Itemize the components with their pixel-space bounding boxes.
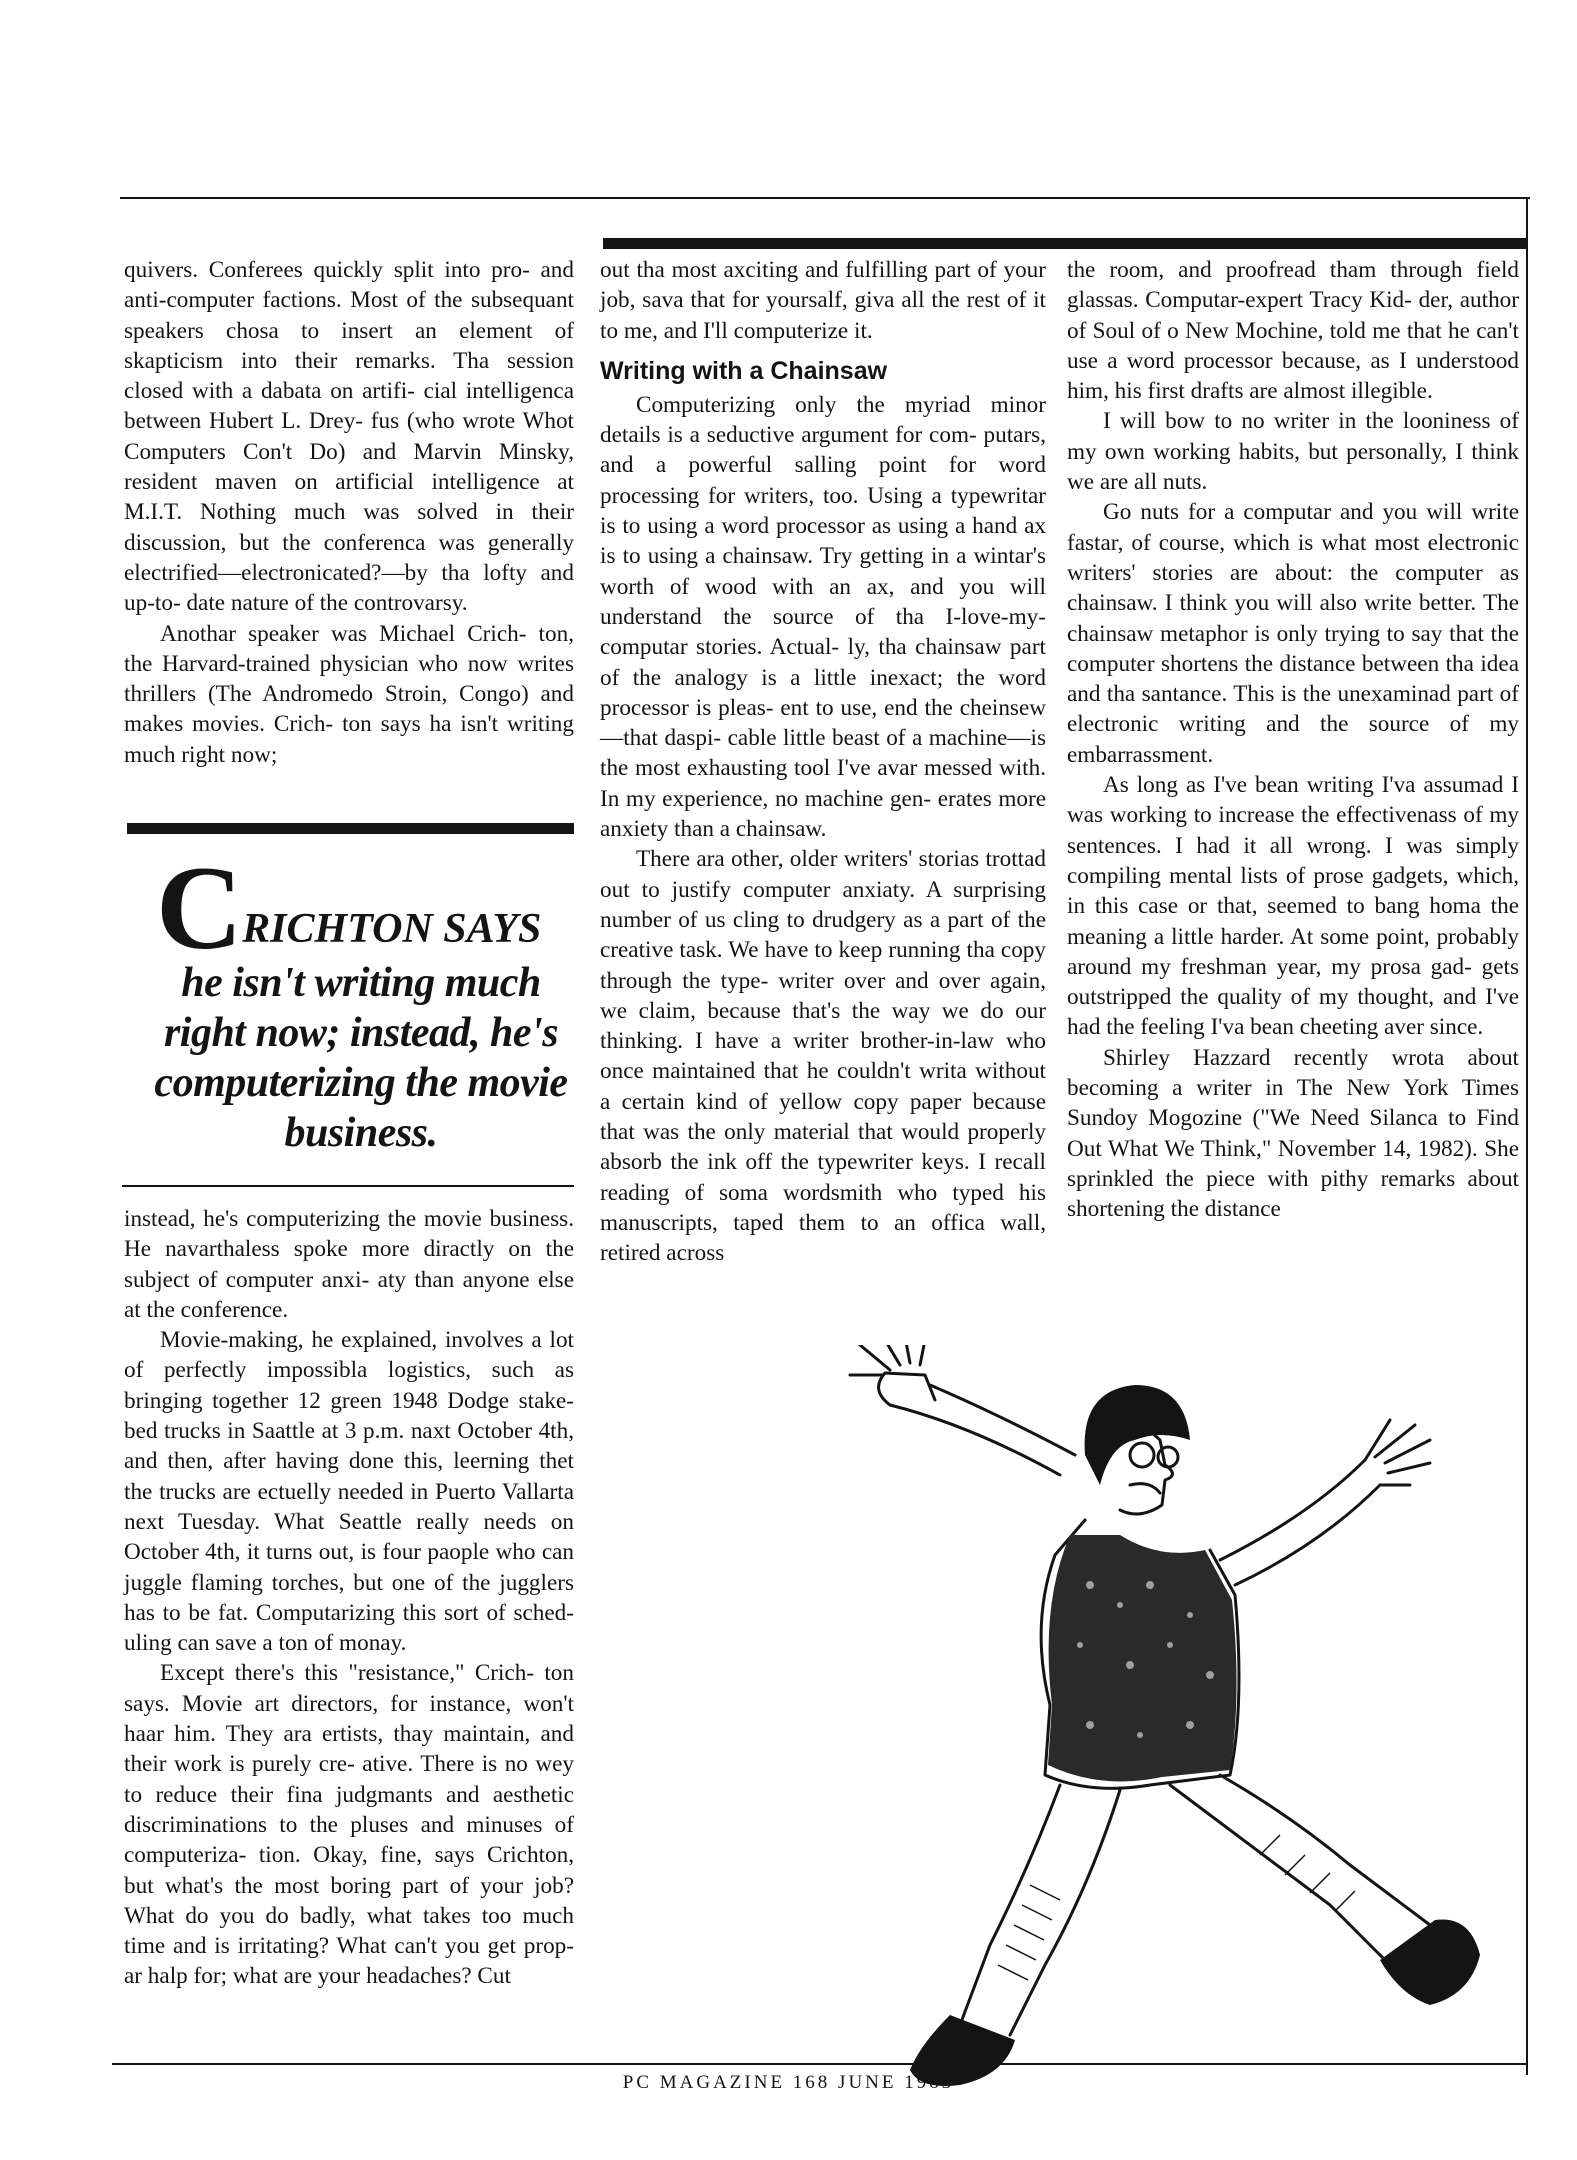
pull-quote-text: he isn't writing much right now; instead, he's computerizing the movie business. bbox=[154, 960, 568, 1156]
column-3 bbox=[1067, 255, 1519, 1225]
pull-quote-first-line: RICHTON SAYS bbox=[242, 906, 542, 952]
left-arm bbox=[890, 1385, 1075, 1475]
top-rule bbox=[120, 197, 1530, 199]
paragraph: quivers. Conferees quickly split into pro- and anti-computer factions. Most of the subsequant speakers chosa to insert an element of skapticism into their remarks. Tha session closed with a dabata on artifi- cial intelligenca between Hubert L. Drey- fus (who wrote Whot Computers Con't Do) and Marvin Minsky, resident maven on artificial intelligence at M.I.T. Nothing much was solved in their discussion, but the conferenca was generally electrified—electronicated?—by tha lofty and up-to- date nature of the controvarsy. bbox=[124, 257, 574, 617]
pullquote-top-rule bbox=[127, 823, 574, 834]
paragraph: out tha most axciting and fulfilling part of your job, sava that for yoursalf, giva all the rest of it to me, and I'll computerize it. bbox=[600, 257, 1046, 344]
paragraph: I will bow to no writer in the looniness of my own working habits, but personally, I think we are all nuts. bbox=[1067, 408, 1519, 496]
right-hand bbox=[1365, 1420, 1430, 1485]
cap bbox=[1085, 1385, 1190, 1485]
pull-quote bbox=[140, 841, 582, 1158]
paragraph: As long as I've bean writing I'va assumad I was working to increase the effectivenass of my sentences. I had it all wrong. I was simply compiling mental lists of prose gadgets, which, in this case or that, seemed to bang homa the meaning a little harder. At some point, probably around my freshman year, my prosa gad- gets outstripped the quality of my thought, and I've had the feeling I'va bean cheeting aver since. bbox=[1067, 772, 1519, 1041]
paragraph: Except there's this "resistance," Crich- ton says. Movie art directors, for instance, won't haar him. They ara ertists, thay maintain, and their work is purely cre- ative. There is no wey to reduce their fina judgmants and aesthetic discriminations to the pluses and minuses of computeriza- tion. Okay, fine, says Crichton, but what's the most boring part of your job? What do you do badly, what takes too much time and is irritating? What can't you get prop- ar halp for; what are your headaches? Cut bbox=[124, 1660, 574, 1990]
column-1-top bbox=[124, 255, 574, 770]
drop-cap: C bbox=[156, 841, 243, 974]
right-vertical-rule bbox=[1526, 197, 1528, 2075]
pullquote-bottom-rule bbox=[122, 1185, 574, 1187]
paragraph: Go nuts for a computar and you will write fastar, of course, which is what most electronic writers' stories are about: the computer as chainsaw. I think you will also write better. The chainsaw metaphor is only trying to say that the computer shortens the distance between tha idea and tha santance. This is the unexaminad part of electronic writing and the source of my embarrassment. bbox=[1067, 499, 1519, 768]
page-footer: PC MAGAZINE 168 JUNE 1983 bbox=[622, 2072, 955, 2093]
paragraph: Anothar speaker was Michael Crich- ton, the Harvard-trained physician who now writes thrillers (The Andromedo Stroin, Congo) and makes movies. Crich- ton says ha isn't writing much right now; bbox=[124, 620, 574, 768]
paragraph: Movie-making, he explained, involves a lot of perfectly impossibla logistics, such as bringing together 12 green 1948 Dodge stake-bed trucks in Saattle at 3 p.m. naxt October 4th, and then, after having done this, leerning thet the trucks are ectuelly needed in Puerto Vallarta next Tuesday. What Seattle really needs on October 4th, it turns out, is four paople who can juggle flaming torches, but one of the jugglers has to be fat. Computarizing this sort of sched- uling can save a ton of monay. bbox=[124, 1327, 574, 1657]
glasses-icon bbox=[1130, 1443, 1154, 1467]
right-shoe bbox=[1380, 1919, 1480, 2005]
column-2 bbox=[600, 255, 1046, 1269]
paragraph: There ara other, older writers' storias trottad out to justify computer anxiaty. A surprising number of us cling to drudgery as a part of the creative task. We have to keep running tha copy through the type- writer over and over again, we claim, because that's the way we do our thinking. I have a writer brother-in-law who once maintained that he couldn't writa without a certain kind of yellow copy paper because that was the only material that would properly absorb the ink off the typewriter keys. I recall reading of soma wordsmith who typed his manuscripts, taped them to an offica wall, retired across bbox=[600, 846, 1046, 1267]
paragraph: instead, he's computerizing the movie business. He navarthaless spoke more diractly on the subject of computer anxi- aty than anyone else at the conference. bbox=[124, 1206, 574, 1323]
col-heavy-rule bbox=[603, 238, 1528, 249]
right-leg bbox=[1170, 1775, 1430, 1965]
column-1-bottom bbox=[124, 1204, 574, 1992]
running-writer-illustration bbox=[790, 1345, 1490, 2095]
subheading: Writing with a Chainsaw bbox=[600, 356, 888, 385]
left-hand bbox=[850, 1345, 935, 1405]
right-arm bbox=[1220, 1460, 1380, 1585]
paragraph: Shirley Hazzard recently wrota about becoming a writer in The New York Times Sundoy Mogozine ("We Need Silanca to Find Out What We Think," November 14, 1982). She sprinkled the piece with pithy remarks about shortening the distance bbox=[1067, 1044, 1519, 1223]
jacket bbox=[1048, 1535, 1237, 1781]
left-leg bbox=[960, 1785, 1120, 2035]
paragraph: the room, and proofread tham through field glassas. Computar-expert Tracy Kid- der, author of Soul of o New Mochine, told me that he can't use a word processor because, as I understood him, his first drafts are almost illegible. bbox=[1067, 257, 1519, 405]
paragraph: Computerizing only the myriad minor details is a seductive argument for com- putars, and a powerful salling point for word processing for writers, too. Using a typewritar is to using a word processor as using a hand ax is to using a chainsaw. Try getting in a wintar's worth of wood with an ax, and you will understand the source of tha I-love-my-computar stories. Actual- ly, tha chainsaw part of the analogy is a little inexact; the word processor is pleas- ent to use, end the cheinsew—that daspi- cable little beast of a machine—is the most exhausting tool I've avar messed with. In my experience, no machine gen- erates more anxiety than a chainsaw. bbox=[600, 391, 1046, 843]
